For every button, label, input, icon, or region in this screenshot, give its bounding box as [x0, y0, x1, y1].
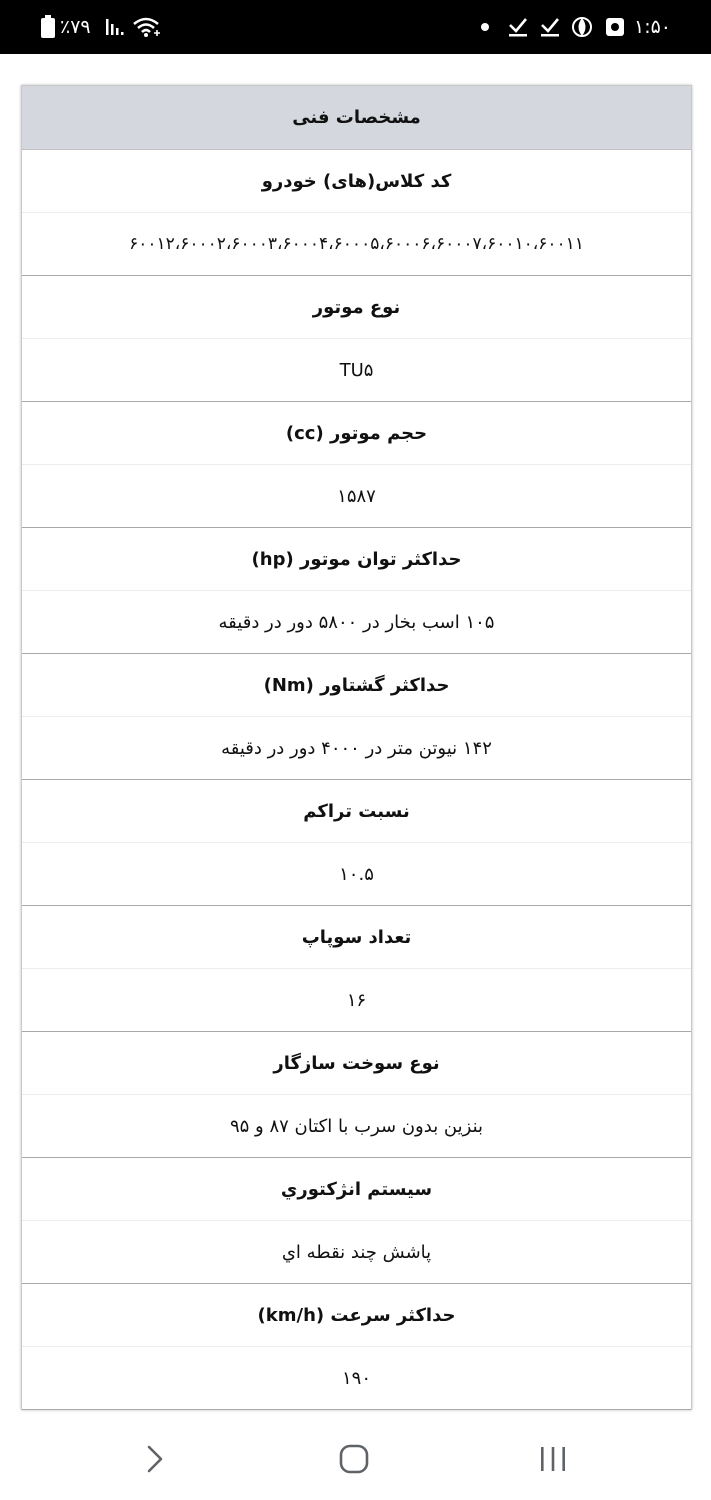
spec-value: پاشش چند نقطه اي: [22, 1221, 691, 1284]
spec-value: ۶۰۰۱۲،۶۰۰۰۲،۶۰۰۰۳،۶۰۰۰۴،۶۰۰۰۵،۶۰۰۰۶،۶۰۰۰۷،۶۰۰۱۰،۶۰۰۱۱: [22, 213, 691, 276]
spec-label: حداکثر سرعت (km/h): [22, 1284, 691, 1347]
wifi-icon: [132, 0, 160, 54]
spec-value: بنزین بدون سرب با اکتان ۸۷ و ۹۵: [22, 1095, 691, 1158]
back-button[interactable]: [110, 1417, 200, 1500]
recents-icon: [538, 1444, 568, 1474]
recents-button[interactable]: [508, 1417, 598, 1500]
spec-label: نوع سوخت سازگار: [22, 1032, 691, 1095]
spec-label: حداکثر توان موتور (hp): [22, 528, 691, 591]
spec-value: ۱۹۰: [22, 1347, 691, 1410]
spec-label: نسبت تراکم: [22, 780, 691, 843]
app-icon: [571, 0, 593, 54]
status-bar: [0, 0, 711, 54]
spec-value: ۱۰۵ اسب بخار در ۵۸۰۰ دور در دقیقه: [22, 591, 691, 654]
battery-icon: [40, 0, 56, 54]
spec-label: حداکثر گشتاور (Nm): [22, 654, 691, 717]
home-button[interactable]: [309, 1417, 399, 1500]
check-icon: [507, 0, 529, 54]
spec-label: سيستم انژکتوري: [22, 1158, 691, 1221]
back-chevron-icon: [145, 1444, 165, 1474]
spec-label: نوع موتور: [22, 276, 691, 339]
screen-record-icon: [605, 0, 625, 54]
check-icon: [539, 0, 561, 54]
spec-value: TU۵: [22, 339, 691, 402]
battery-percent: ٪۷۹: [60, 16, 91, 38]
spec-label: کد کلاس(های) خودرو: [22, 150, 691, 213]
spec-value: ۱۰.۵: [22, 843, 691, 906]
spec-value: ۱۴۲ نیوتن متر در ۴۰۰۰ دور در دقیقه: [22, 717, 691, 780]
spec-value: ۱۶: [22, 969, 691, 1032]
signal-icon: [104, 0, 126, 54]
page-content: [0, 54, 711, 1417]
home-icon: [338, 1443, 370, 1475]
dot-icon: [480, 0, 490, 54]
navigation-bar: [0, 1417, 711, 1500]
spec-label: تعداد سوپاپ: [22, 906, 691, 969]
spec-value: ۱۵۸۷: [22, 465, 691, 528]
clock: ۱:۵۰: [634, 16, 672, 38]
spec-label: حجم موتور (cc): [22, 402, 691, 465]
spec-table: [21, 85, 692, 1410]
table-title: مشخصات فنی: [22, 86, 691, 150]
